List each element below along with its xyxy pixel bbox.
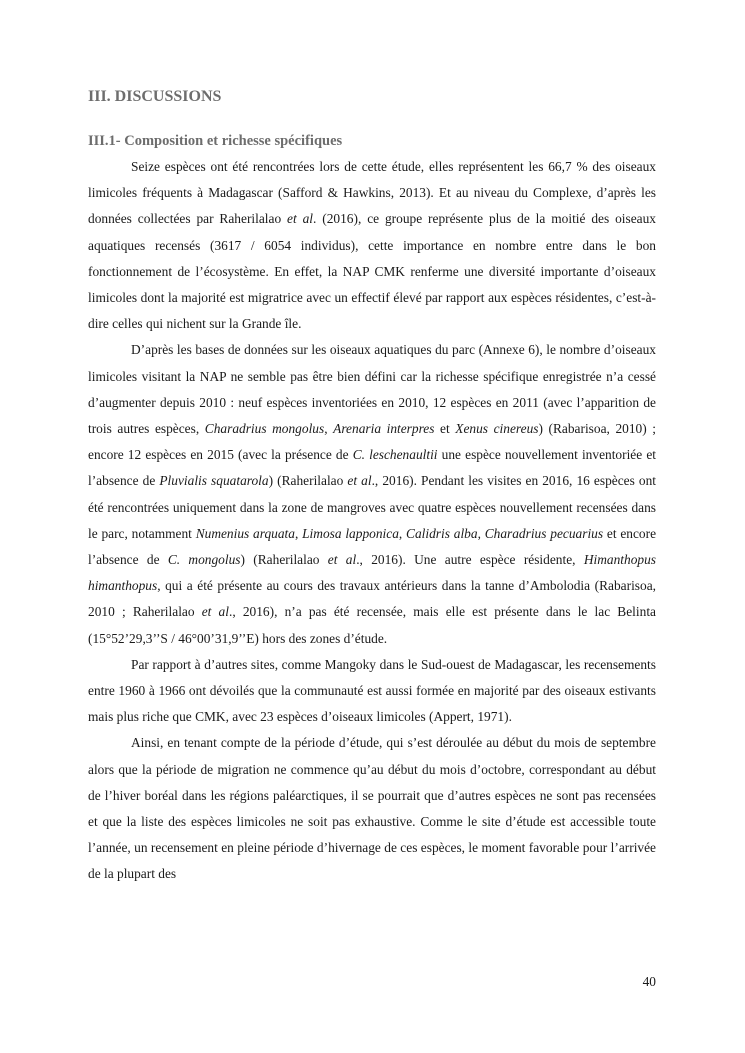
text-run: ) (Raherilalao [268, 473, 348, 489]
text-run: Ainsi, en tenant compte de la période d’étude, qui s’est déroulée au début du mois de septembre alors que la période de migration ne commence qu’au début du mois d’octobre, correspondant au début de l’hiver boréal dans les régions paléarctiques, il se pourrait que d’autres espèces ne sont pas recensées et que la liste des espèces limicoles ne soit pas exhaustive. Comme le site d’étude est accessible toute l’année, un recensement en pleine période d’hivernage de ces espèces, le moment favorable pour l’arrivée de la plupart des [88, 735, 656, 882]
text-run: , qui a été présente au cours des travaux antérieurs dans la tanne d’Ambolodia (Rabarisoa, 2010 ; Raherilalao [88, 578, 656, 620]
text-run: Seize espèces ont été rencontrées lors de cette étude, elles représentent les 66,7 % des oiseaux limicoles fréquents à Madagascar (Safford & Hawkins, 2013). Et au niveau du Complexe, d’après les données collectées par Raherilalao [88, 159, 656, 227]
paragraph [88, 337, 656, 651]
italic-run: Pluvialis squatarola [159, 473, 269, 489]
section-heading: III. DISCUSSIONS [88, 88, 222, 105]
paragraph [88, 154, 656, 337]
text-run: ., 2016), n’a pas été recensée, mais elle est présente dans le lac Belinta (15°52’29,3’’S / 46°00’31,9’’E) hors des zones d’étude. [88, 604, 656, 646]
italic-run: Arenaria interpres [333, 421, 435, 437]
text-run: Par rapport à d’autres sites, comme Mangoky dans le Sud-ouest de Madagascar, les recensements entre 1960 à 1966 ont dévoilés que la communauté est aussi formée en majorité par des oiseaux estivants mais plus riche que CMK, avec 23 espèces d’oiseaux limicoles (Appert, 1971). [88, 656, 656, 725]
italic-run: Numenius arquata [195, 525, 295, 541]
text-run: , [324, 421, 334, 437]
body-text [88, 154, 656, 888]
italic-run: et al [201, 604, 229, 620]
text-run: et [434, 421, 456, 437]
italic-run: C. mongolus [167, 552, 241, 568]
text-run: , [398, 525, 407, 541]
text-run: , [294, 525, 303, 541]
italic-run: Xenus cinereus [455, 421, 539, 437]
italic-run: C. leschenaultii [352, 447, 438, 463]
italic-run: Himanthopus himanthopus [88, 552, 656, 594]
text-run: , [477, 525, 485, 541]
subsection-heading: III.1- Composition et richesse spécifiques [88, 133, 343, 149]
paragraph [88, 652, 656, 731]
italic-run: et al [327, 552, 357, 568]
text-run: . (2016), ce groupe représente plus de la moitié des oiseaux aquatiques recensés (3617 / 6054 individus), cette importance en nombre entre dans le bon fonctionnement de l’écosystème. En effet, la NAP CMK renferme une diversité importante d’oiseaux limicoles dont la majorité est migratrice avec un effectif élevé par rapport aux espèces résidentes, c’est-à-dire celles qui nichent sur la Grande île. [88, 211, 656, 332]
text-run: et encore l’absence de [88, 525, 657, 568]
italic-run: et al [347, 473, 372, 489]
paragraph [88, 730, 656, 887]
text-run: ., 2016). Une autre espèce résidente, [356, 552, 584, 568]
text-run: ) (Rabarisoa, 2010) ; encore 12 espèces en 2015 (avec la présence de [88, 421, 657, 463]
text-run: ) (Raherilalao [240, 552, 328, 568]
text-run: D’après les bases de données sur les oiseaux aquatiques du parc (Annexe 6), le nombre d’oiseaux limicoles visitant la NAP ne semble pas être bien défini car la richesse spécifique enregistrée n’a cessé d’augmenter depuis 2010 : neuf espèces inventoriées en 2010, 12 espèces en 2011 (avec l’apparition de trois autres espèces, [88, 342, 656, 437]
italic-run: Limosa lapponica [302, 525, 399, 541]
text-run: ., 2016). Pendant les visites en 2016, 16 espèces ont été rencontrées uniquement dans la zone de mangroves avec quatre espèces nouvellement recensées dans le parc, notamment [88, 473, 656, 541]
italic-run: et al [287, 211, 314, 227]
page-number: 40 [642, 974, 656, 989]
italic-run: Charadrius mongolus [204, 421, 325, 437]
italic-run: Charadrius pecuarius [484, 525, 604, 541]
italic-run: Calidris alba [406, 525, 478, 541]
text-run: une espèce nouvellement inventoriée et l’absence de [88, 447, 656, 489]
